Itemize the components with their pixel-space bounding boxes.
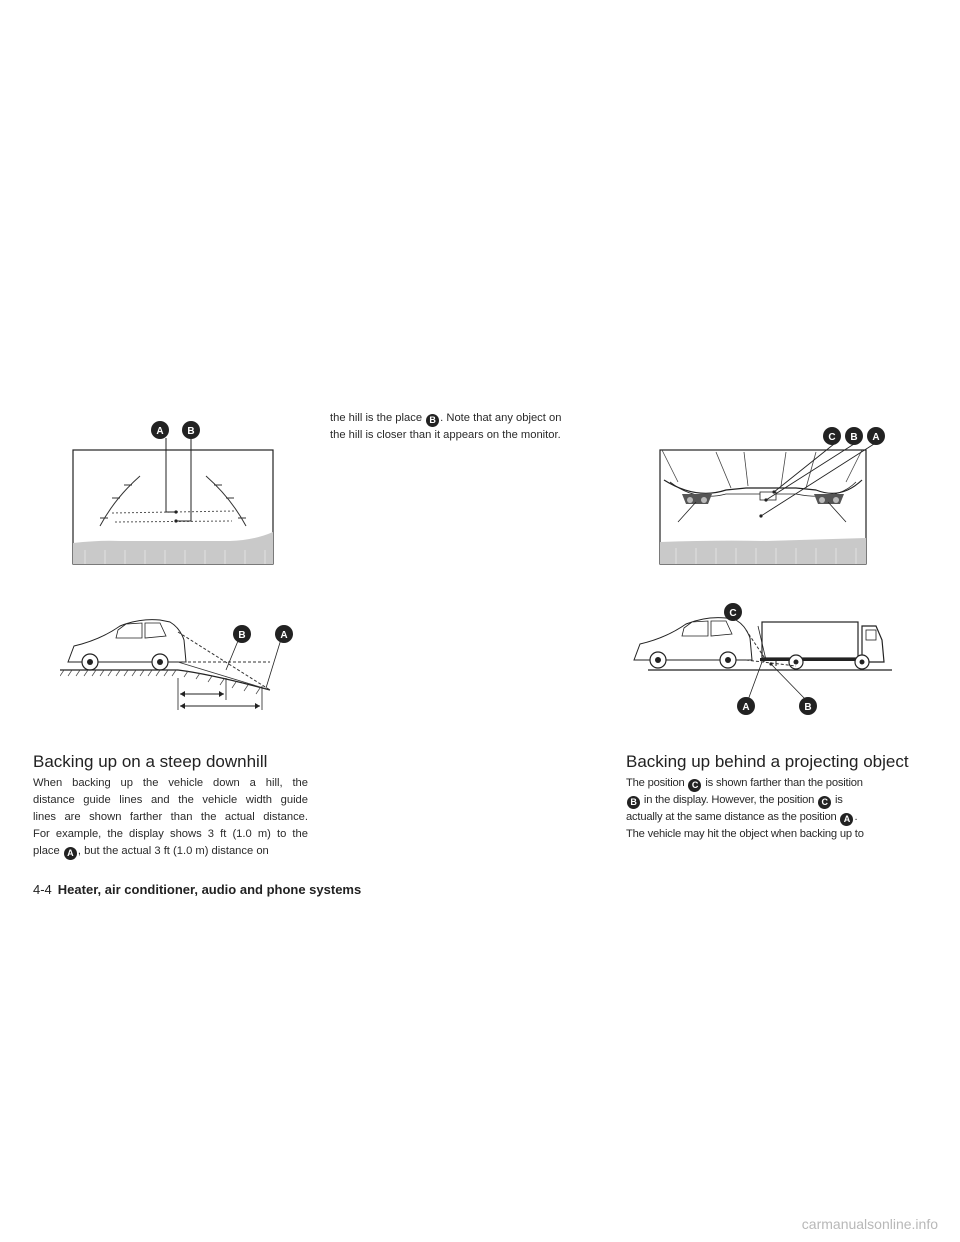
paragraph-line	[330, 410, 605, 427]
paragraph-text: , but the actual 3 ft (1.0 m) distance on	[77, 845, 269, 857]
projecting-object-monitor-figure	[656, 422, 896, 570]
svg-text:C: C	[729, 608, 737, 619]
watermark: carmanualsonline.info	[801, 1216, 938, 1232]
projecting-object-paragraph	[626, 775, 896, 843]
paragraph-line	[626, 792, 896, 809]
paragraph-line	[33, 843, 308, 860]
paragraph-text: place	[33, 845, 60, 857]
page-footer	[33, 882, 361, 897]
marker-c-icon: C	[688, 779, 701, 792]
chapter-title: Heater, air conditioner, audio and phone systems	[57, 882, 362, 897]
page-number: 4-4	[33, 882, 52, 897]
svg-text:B: B	[187, 426, 195, 437]
svg-text:A: A	[156, 426, 164, 437]
svg-text:A: A	[280, 630, 288, 641]
section-heading-steep-downhill: Backing up on a steep downhill	[33, 752, 268, 771]
svg-text:B: B	[850, 432, 858, 443]
section-heading-projecting-object: Backing up behind a projecting object	[626, 752, 909, 771]
paragraph-text: in the display. However, the position	[643, 794, 815, 806]
svg-text:C: C	[828, 432, 836, 443]
svg-text:A: A	[872, 432, 880, 443]
paragraph-line: The vehicle may hit the object when backing up to	[626, 828, 864, 840]
paragraph-line: distance guide lines and the vehicle width guide	[33, 794, 308, 806]
marker-b-icon: B	[627, 796, 640, 809]
paragraph-line: lines are shown farther than the actual distance.	[33, 811, 308, 823]
steep-downhill-paragraph	[33, 775, 308, 860]
paragraph-line: For example, the display shows 3 ft (1.0 m) to the	[33, 828, 308, 840]
paragraph-text: is shown farther than the position	[705, 777, 863, 789]
marker-c-icon: C	[818, 796, 831, 809]
paragraph-text: The position	[626, 777, 685, 789]
paragraph-line: When backing up the vehicle down a hill, the	[33, 777, 308, 789]
paragraph-text: . Note that any object on	[440, 412, 562, 424]
paragraph-text: actually at the same distance as the position	[626, 811, 837, 823]
projecting-object-side-view-figure	[626, 596, 896, 720]
paragraph-line: the hill is closer than it appears on the monitor.	[330, 429, 561, 441]
marker-a-icon: A	[64, 847, 77, 860]
marker-a-icon: A	[840, 813, 853, 826]
svg-text:B: B	[804, 702, 812, 713]
paragraph-line	[626, 775, 896, 792]
marker-b-icon: B	[426, 414, 439, 427]
steep-downhill-continuation	[330, 410, 605, 444]
paragraph-text: the hill is the place	[330, 412, 423, 424]
downhill-monitor-figure	[60, 410, 290, 570]
svg-text:A: A	[742, 702, 750, 713]
paragraph-text: .	[854, 811, 858, 823]
svg-text:B: B	[238, 630, 246, 641]
paragraph-text: is	[835, 794, 843, 806]
downhill-side-view-figure	[60, 610, 300, 720]
paragraph-line	[626, 809, 896, 826]
